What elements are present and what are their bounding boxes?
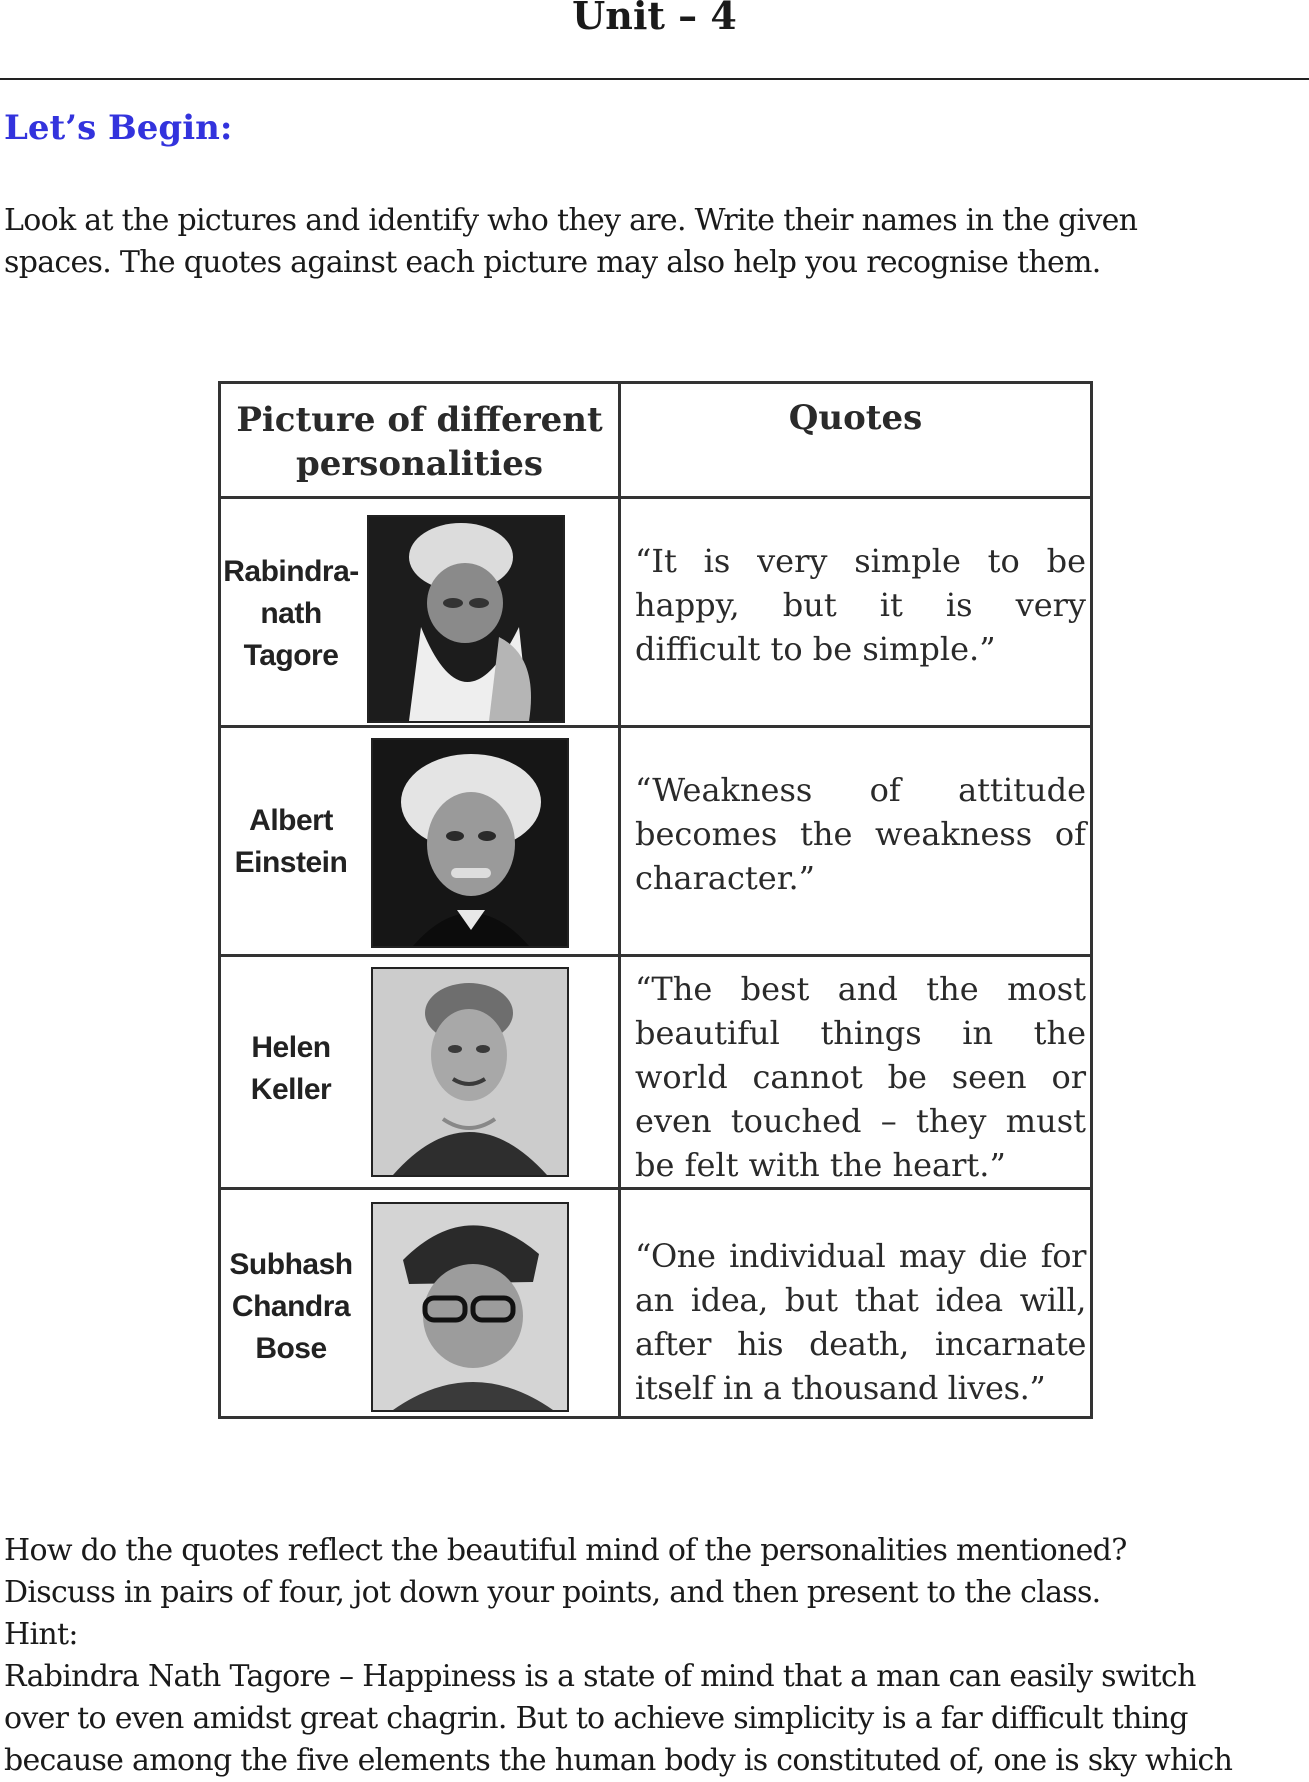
quote-cell — [620, 1189, 1092, 1418]
table-row — [220, 956, 1092, 1189]
personality-cell — [220, 498, 620, 727]
table-row — [220, 498, 1092, 727]
quote-cell — [620, 727, 1092, 956]
hint-label: Hint: — [4, 1617, 78, 1652]
unit-title: Unit – 4 — [572, 0, 737, 38]
intro-paragraph — [4, 200, 1304, 284]
section-heading: Let’s Begin: — [4, 108, 233, 148]
quote-text: “It is very simple to be happy, but it is very difficult to be simple.” — [635, 542, 1086, 668]
personality-cell — [220, 956, 620, 1189]
discussion-line: How do the quotes reflect the beautiful mind of the personalities mentioned? — [4, 1533, 1127, 1568]
header-pictures-line2: personalities — [295, 444, 544, 484]
table-row — [220, 1189, 1092, 1418]
header-pictures-line1: Picture of different — [236, 400, 603, 440]
header-quotes — [620, 383, 1092, 498]
personality-name: Subhash Chandra Bose — [229, 1248, 353, 1365]
hint-line: Rabindra Nath Tagore – Happiness is a state of mind that a man can easily switch — [4, 1659, 1196, 1694]
quote-text: “The best and the most beautiful things in the world cannot be seen or even touched – they must be felt with the heart.” — [635, 970, 1086, 1184]
intro-line: Look at the pictures and identify who they are. Write their names in the given — [4, 203, 1138, 238]
discussion-line: Discuss in pairs of four, jot down your points, and then present to the class. — [4, 1575, 1101, 1610]
portrait-bose-icon — [371, 1202, 569, 1412]
quote-cell — [620, 956, 1092, 1189]
portrait-einstein-icon — [371, 738, 569, 948]
personality-name: Albert Einstein — [234, 804, 348, 879]
header-quotes-label: Quotes — [788, 398, 923, 438]
personality-name: Rabindra- nath Tagore — [223, 555, 359, 672]
personalities-table — [218, 381, 1093, 1419]
quote-text: “One individual may die for an idea, but that idea will, after his death, incarnate itself in a thousand lives.” — [635, 1237, 1086, 1407]
intro-line: spaces. The quotes against each picture may also help you recognise them. — [4, 245, 1101, 280]
hint-line: because among the five elements the human body is constituted of, one is sky which — [4, 1743, 1233, 1778]
table-header-row — [220, 383, 1092, 498]
personality-cell — [220, 1189, 620, 1418]
header-divider — [0, 78, 1309, 80]
personality-cell — [220, 727, 620, 956]
discussion-paragraph — [4, 1530, 1304, 1782]
portrait-tagore-icon — [367, 515, 565, 723]
quote-cell — [620, 498, 1092, 727]
personality-name: Helen Keller — [250, 1031, 332, 1106]
quote-text: “Weakness of attitude becomes the weakness of character.” — [635, 771, 1086, 897]
portrait-keller-icon — [371, 967, 569, 1177]
table-row — [220, 727, 1092, 956]
header-pictures — [220, 383, 620, 498]
hint-line: over to even amidst great chagrin. But to achieve simplicity is a far difficult thing — [4, 1701, 1188, 1736]
